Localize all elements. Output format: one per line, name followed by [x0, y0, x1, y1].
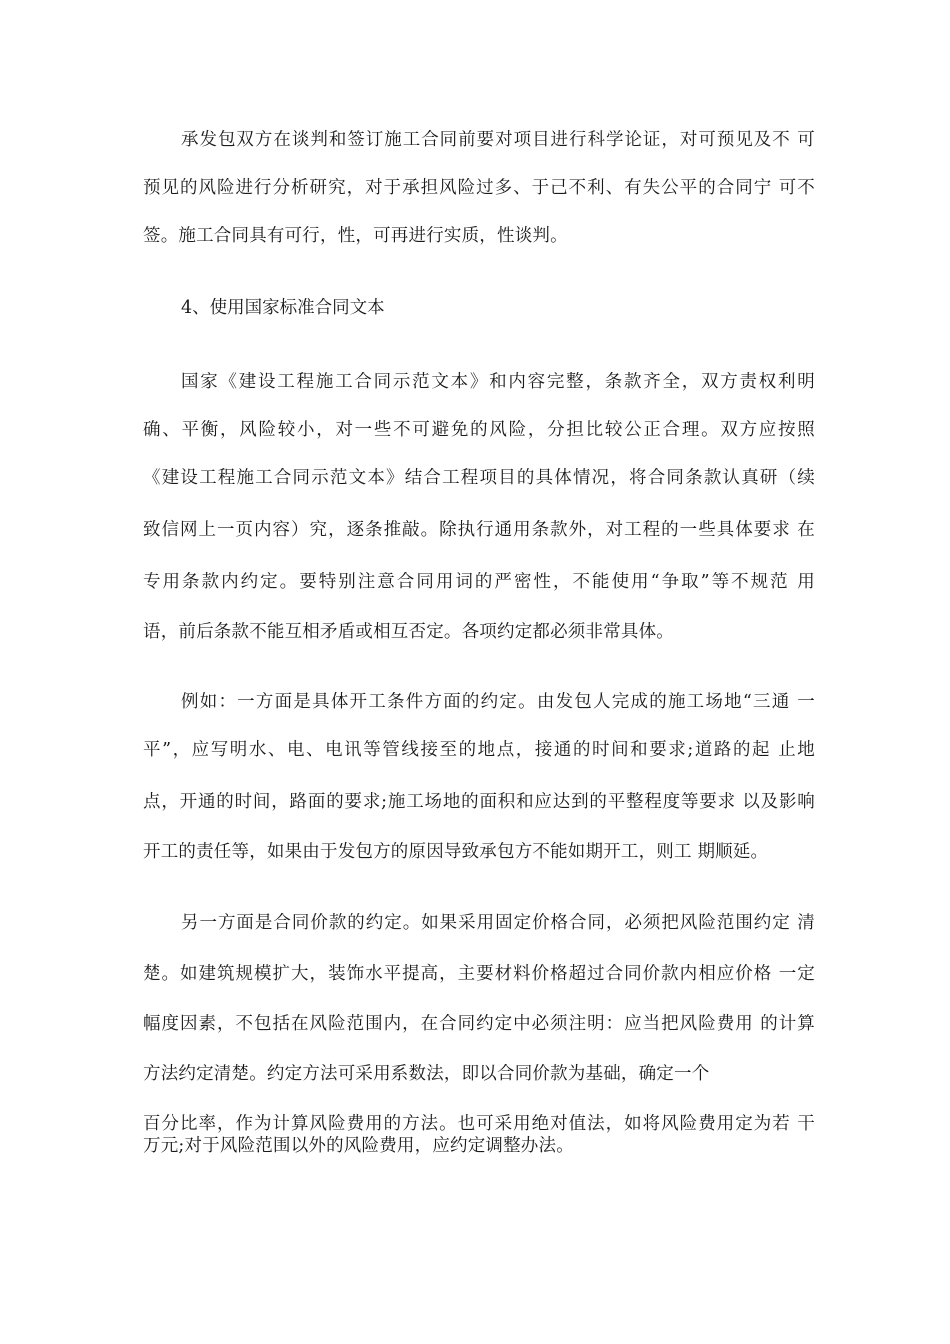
- paragraph-4-line-2: 楚。如建筑规模扩大，装饰水平提高，主要材料价格超过合同价款内相应价格 一定: [143, 964, 815, 984]
- paragraph-3-line-3: 点，开通的时间，路面的要求;施工场地的面积和应达到的平整程度等要求 以及影响: [143, 792, 815, 812]
- paragraph-2-line-3: 《建设工程施工合同示范文本》结合工程项目的具体情况，将合同条款认真研（续: [143, 468, 815, 488]
- section-heading: 4、使用国家标准合同文本: [181, 298, 385, 318]
- paragraph-3-line-2: 平”，应写明水、电、电讯等管线接至的地点，接通的时间和要求;道路的起 止地: [143, 740, 815, 760]
- paragraph-3-line-1: 例如：一方面是具体开工条件方面的约定。由发包人完成的施工场地“三通 一: [181, 692, 815, 712]
- paragraph-4-line-1: 另一方面是合同价款的约定。如果采用固定价格合同，必须把风险范围约定 清: [181, 913, 815, 933]
- paragraph-2-line-4: 致信网上一页内容）究，逐条推敲。除执行通用条款外，对工程的一些具体要求 在: [143, 520, 815, 540]
- paragraph-4-line-5: 百分比率，作为计算风险费用的方法。也可采用绝对值法，如将风险费用定为若 干: [143, 1114, 815, 1134]
- paragraph-4-line-3: 幅度因素，不包括在风险范围内，在合同约定中必须注明：应当把风险费用 的计算: [143, 1014, 815, 1034]
- paragraph-3-line-4: 开工的责任等，如果由于发包方的原因导致承包方不能如期开工，则工 期顺延。: [143, 842, 769, 862]
- paragraph-2-line-6: 语，前后条款不能互相矛盾或相互否定。各项约定都必须非常具体。: [143, 622, 674, 642]
- paragraph-4-line-4: 方法约定清楚。约定方法可采用系数法，即以合同价款为基础，确定一个: [143, 1064, 710, 1084]
- paragraph-1-line-2: 预见的风险进行分析研究，对于承担风险过多、于己不利、有失公平的合同宁 可不: [143, 178, 815, 198]
- paragraph-2-line-1: 国家《建设工程施工合同示范文本》和内容完整，条款齐全，双方责权利明: [181, 372, 815, 392]
- paragraph-1-line-1: 承发包双方在谈判和签订施工合同前要对项目进行科学论证，对可预见及不 可: [181, 130, 815, 150]
- paragraph-1-line-3: 签。施工合同具有可行，性，可再进行实质，性谈判。: [143, 226, 568, 246]
- paragraph-2-line-5: 专用条款内约定。要特别注意合同用词的严密性，不能使用“争取”等不规范 用: [143, 572, 815, 592]
- paragraph-2-line-2: 确、平衡，风险较小，对一些不可避免的风险，分担比较公正合理。双方应按照: [143, 420, 815, 440]
- paragraph-4-line-6: 万元;对于风险范围以外的风险费用，应约定调整办法。: [143, 1136, 574, 1156]
